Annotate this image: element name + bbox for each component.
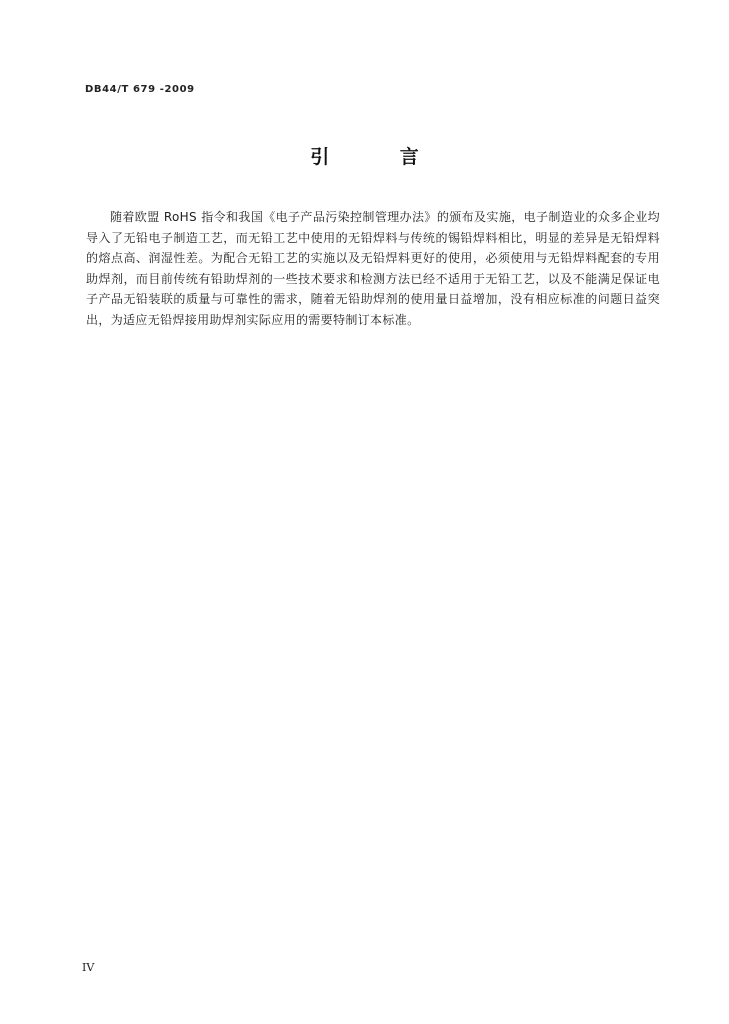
page-number: IV — [82, 961, 95, 974]
section-title: 引 言 — [310, 146, 451, 168]
document-code: DB44/T 679 -2009 — [85, 84, 195, 95]
introduction-paragraph: 随着欧盟 RoHS 指令和我国《电子产品污染控制管理办法》的颁布及实施，电子制造业的众多企业均导入了无铅电子制造工艺，而无铅工艺中使用的无铅焊料与传统的锡铅焊料相比，明显的差异是无铅焊料的熔点高、润湿性差。为配合无铅工艺的实施以及无铅焊料更好的使用，必须使用与无铅焊料配套的专用助焊剂，而目前传统有铅助焊剂的一些技术要求和检测方法已经不适用于无铅工艺，以及不能满足保证电子产品无铅装联的质量与可靠性的需求，随着无铅助焊剂的使用量日益增加，没有相应标准的问题日益突出，为适应无铅焊接用助焊剂实际应用的需要特制订本标准。 — [86, 210, 660, 327]
